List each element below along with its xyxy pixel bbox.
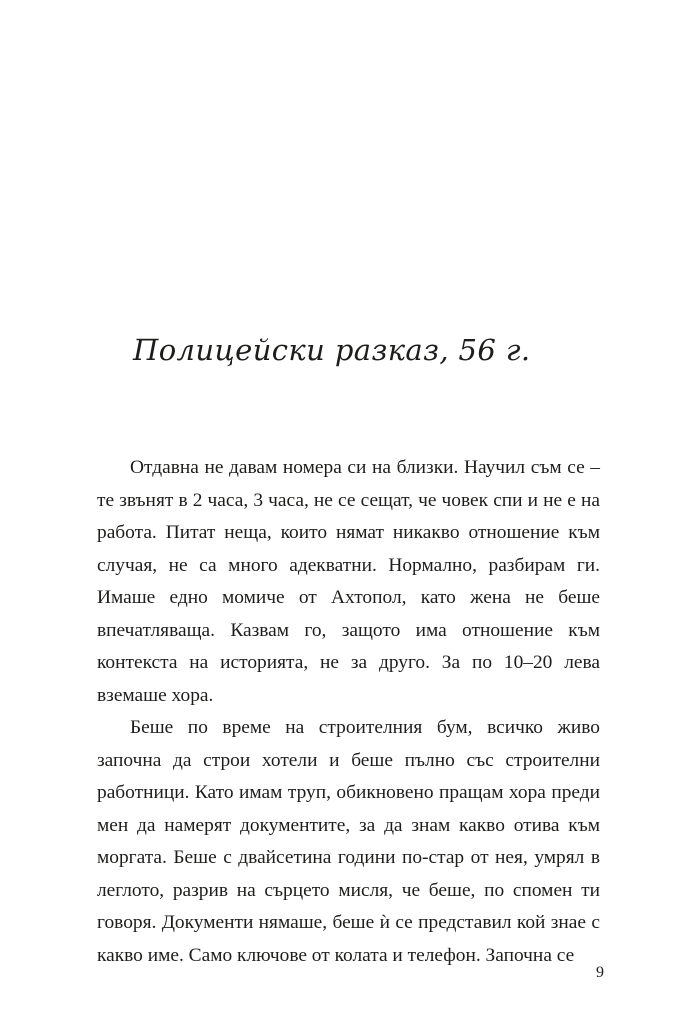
paragraph-1: Отдавна не давам номера си на близки. Научил съм се – те звънят в 2 часа, 3 часа, не се сещат, че човек спи и не е на работа. Питат неща, които нямат никакво отношение към случая, не са много адекватни. Нормално, разбирам ги. Имаше едно момиче от Ахтопол, като жена не беше впечатляваща. Казвам го, защото има отношение към контекста на историята, не за друго. За по 10–20 лева вземаше хора.	[97, 457, 600, 706]
paragraph-2: Беше по време на строителния бум, всичко живо започна да строи хотели и беше пълно със строителни работници. Като имам труп, обикновено пращам хора преди мен да намерят документите, за да знам какво отива към моргата. Беше с двайсетина години по-стар от нея, умрял в леглото, разрив на сърцето мисля, че беше, по спомен ти говоря. Документи нямаше, беше ѝ се представил кой знае с какво име. Само ключове от колата и телефон. Започна се	[97, 717, 600, 966]
body-text	[97, 452, 600, 972]
chapter-title: Полицейски разказ, 56 г.	[133, 333, 531, 367]
page-number: 9	[596, 964, 604, 981]
